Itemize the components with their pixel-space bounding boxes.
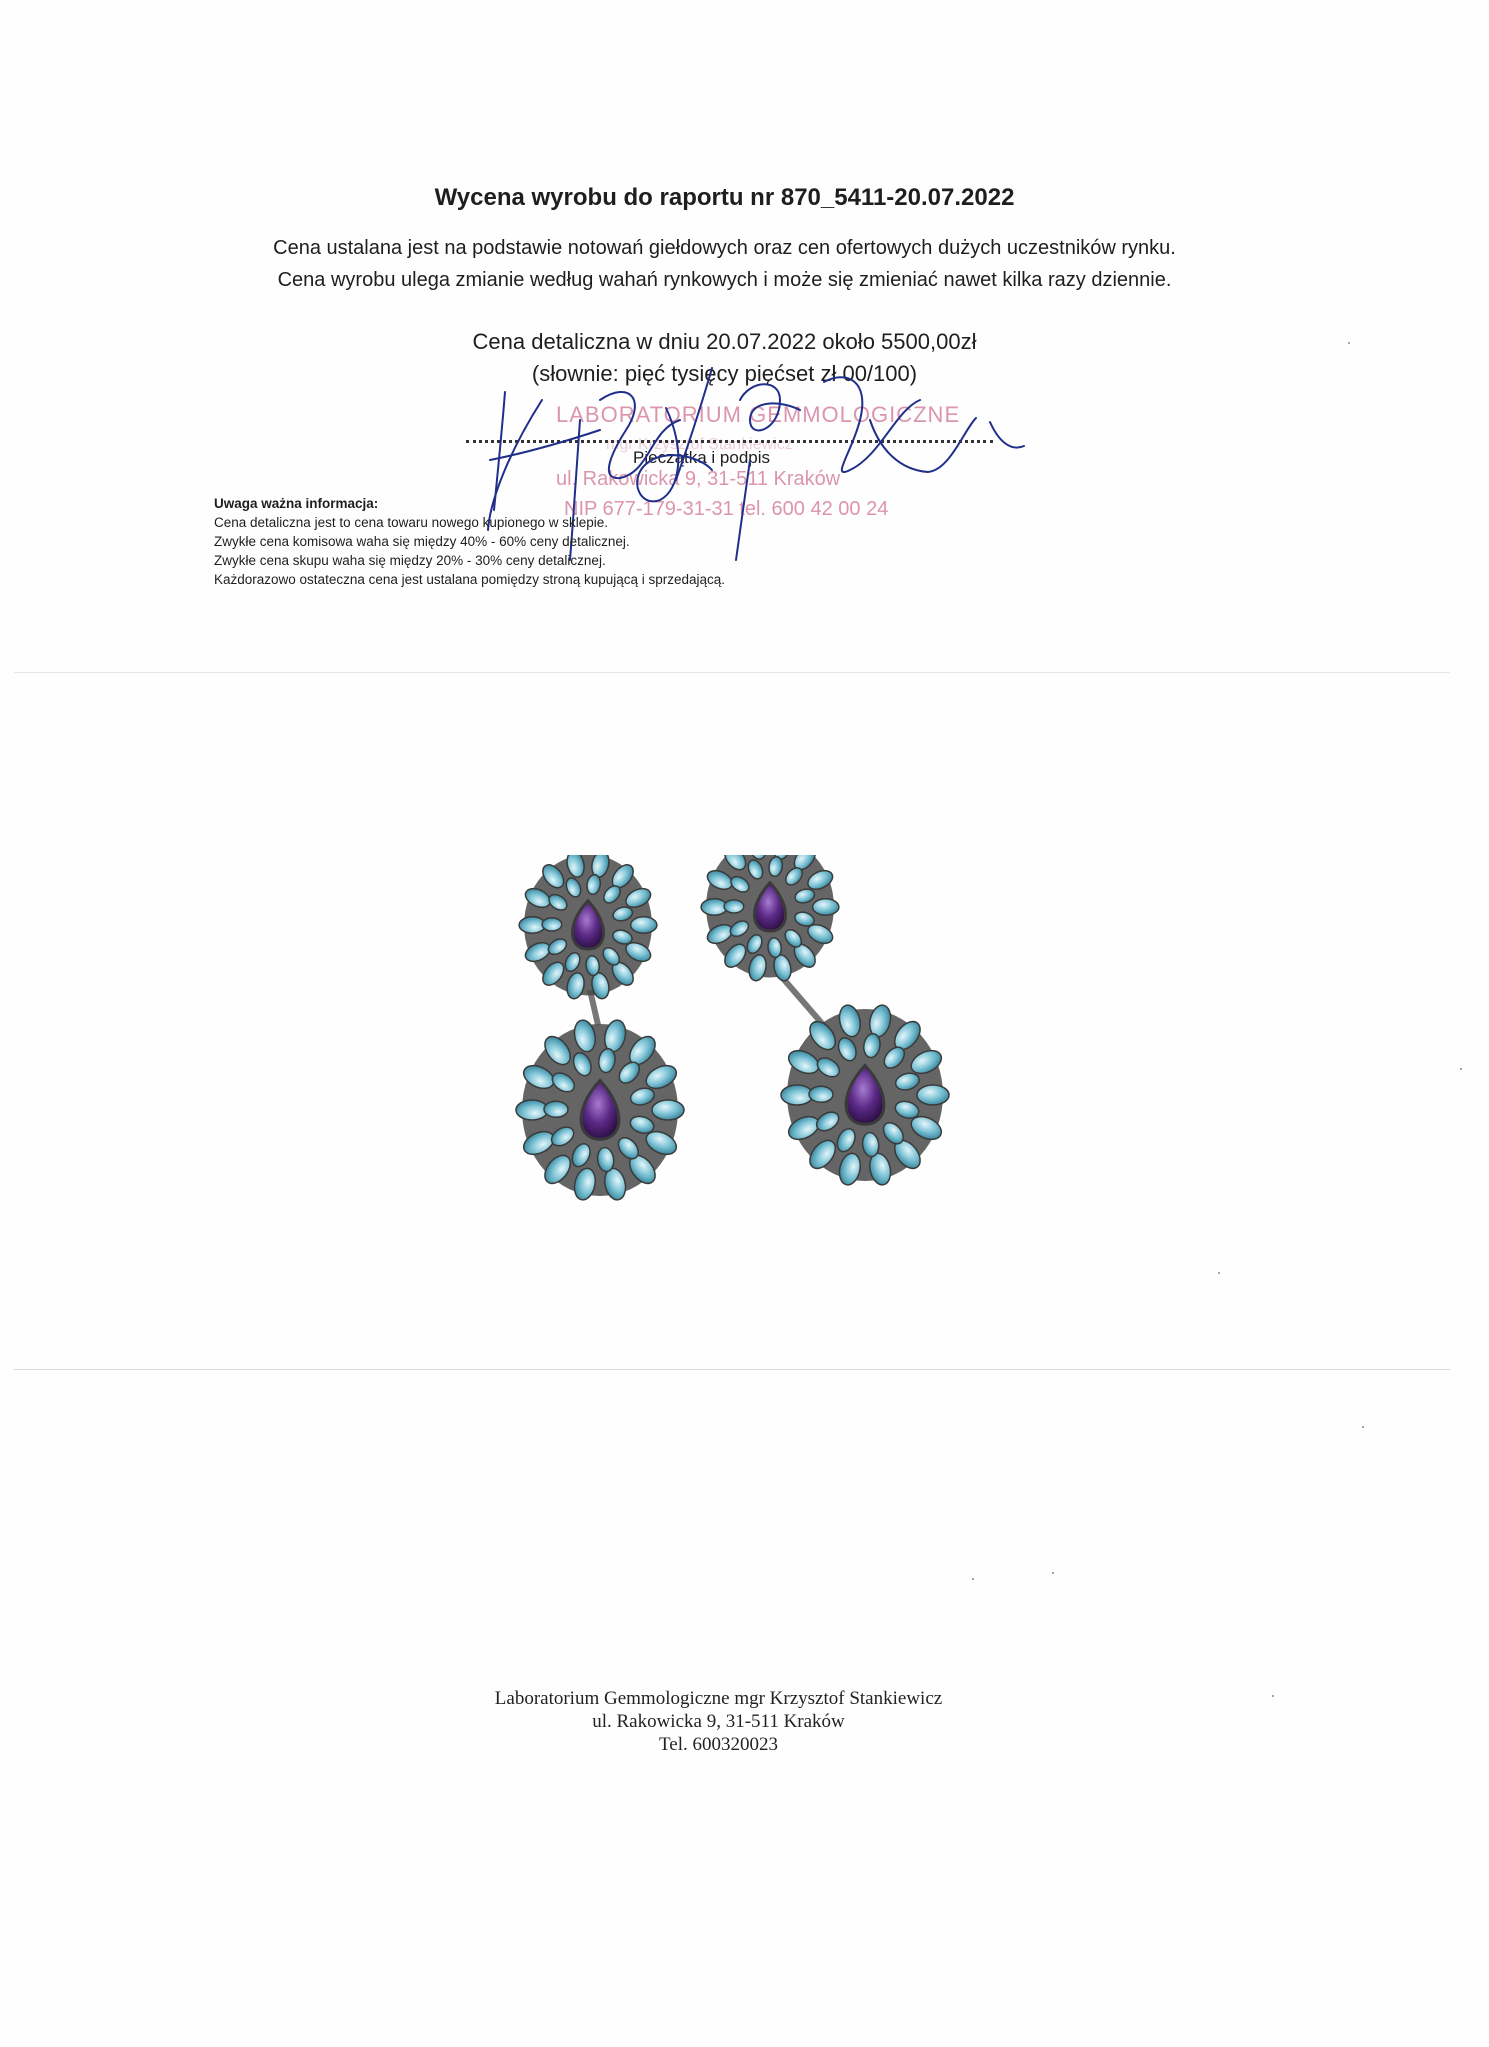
scan-speck	[972, 1578, 974, 1580]
document-title: Wycena wyrobu do raportu nr 870_5411-20.07.2022	[434, 184, 1015, 211]
retail-price: Cena detaliczna w dniu 20.07.2022 około 5500,00zł	[472, 329, 977, 354]
footer-line: Laboratorium Gemmologiczne mgr Krzysztof Stankiewicz	[494, 1688, 943, 1709]
blue-topaz-stone	[917, 1085, 949, 1105]
scan-speck	[1460, 1068, 1462, 1070]
stamp-line: LABORATORIUM GEMMOLOGICZNE	[556, 402, 961, 427]
blue-topaz-stone	[516, 1100, 548, 1120]
signature-dotted-line	[466, 440, 993, 443]
blue-topaz-stone	[542, 918, 562, 931]
price-in-words: (słownie: pięć tysięcy pięćset zł 00/100)	[531, 361, 918, 386]
scan-speck	[1052, 1572, 1054, 1574]
price-block	[0, 326, 1449, 390]
blue-topaz-stone	[631, 917, 657, 933]
scan-speck	[1362, 1426, 1364, 1428]
blue-topaz-stone	[724, 900, 744, 913]
laboratory-footer	[0, 1687, 1437, 1756]
notes-heading: Uwaga ważna informacja:	[214, 496, 379, 511]
important-notes	[214, 494, 725, 589]
scan-speck	[1348, 342, 1350, 344]
blue-topaz-stone	[652, 1100, 684, 1120]
stamp-line: mgr Krzysztof Stankiewicz	[606, 436, 793, 453]
footer-line: Tel. 600320023	[659, 1734, 778, 1755]
scan-speck	[1218, 1272, 1220, 1274]
scan-speck	[1272, 1695, 1274, 1697]
note-line: Zwykłe cena skupu waha się między 20% - 30% ceny detalicznej.	[214, 553, 606, 568]
blue-topaz-stone	[544, 1101, 568, 1117]
stamp-line: NIP 677-179-31-31 tel. 600 42 00 24	[564, 498, 889, 520]
note-line: Każdorazowo ostateczna cena jest ustalana pomiędzy stroną kupującą i sprzedającą.	[214, 572, 726, 587]
stamp-line: ul. Rakowicka 9, 31-511 Kraków	[556, 468, 841, 490]
blue-topaz-stone	[809, 1086, 833, 1102]
blue-topaz-stone	[781, 1085, 813, 1105]
note-line: Cena detaliczna jest to cena towaru nowego kupionego w sklepie.	[214, 515, 608, 530]
stamp-label: Pieczątka i podpis	[633, 448, 771, 467]
photo-frame-top-edge	[14, 672, 1450, 673]
intro-line: Cena ustalana jest na podstawie notowań giełdowych oraz cen ofertowych dużych uczestników rynku.	[273, 237, 1176, 259]
footer-line: ul. Rakowicka 9, 31-511 Kraków	[592, 1711, 845, 1732]
note-line: Zwykłe cena komisowa waha się między 40% - 60% ceny detalicznej.	[214, 534, 630, 549]
photo-frame-bottom-edge	[14, 1369, 1450, 1370]
intro-paragraph	[0, 232, 1449, 296]
intro-line: Cena wyrobu ulega zmianie według wahań rynkowych i może się zmieniać nawet kilka razy dziennie.	[277, 269, 1172, 291]
blue-topaz-stone	[813, 899, 839, 915]
earrings-photo	[480, 855, 1000, 1285]
